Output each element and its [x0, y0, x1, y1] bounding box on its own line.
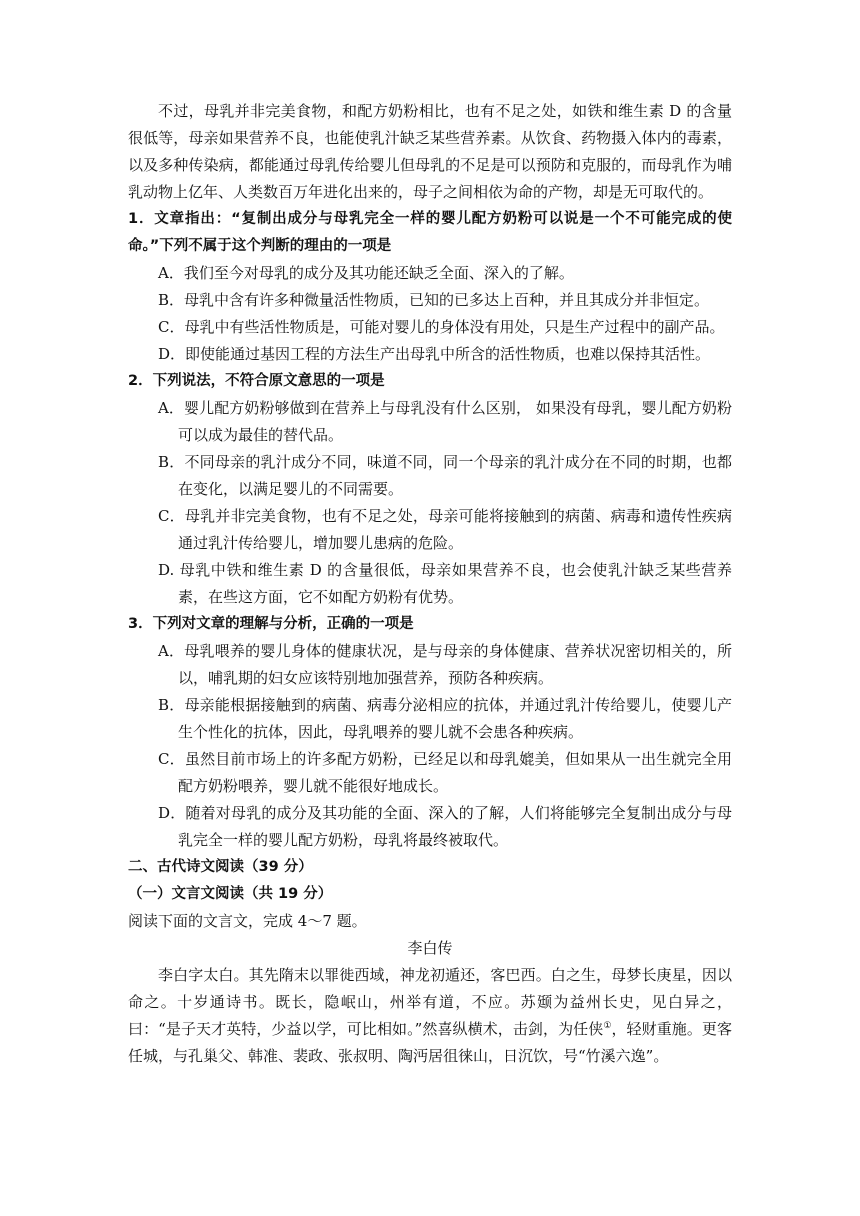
classical-text-paragraph [128, 962, 732, 1070]
page-content [128, 98, 732, 1070]
question-3-option-a: A．母乳喂养的婴儿身体的健康状况，是与母亲的身体健康、营养状况密切相关的，所以，哺乳期的妇女应该特别地加强营养，预防各种疾病。 [158, 642, 732, 687]
question-2-option-d: D. 母乳中铁和维生素 D 的含量很低，母亲如果营养不良，也会使乳汁缺乏某些营养素，在些这方面，它不如配方奶粉有优势。 [158, 561, 732, 606]
classical-text-part-2: ，轻财重施。更客任城，与孔巢父、韩准、裴政、张叔明、陶沔居徂徕山，日沉饮，号“竹溪六逸”。 [128, 1020, 732, 1065]
reading-instruction: 阅读下面的文言文，完成 4～7 题。 [128, 912, 367, 930]
classical-text-title: 李白传 [407, 939, 453, 957]
footnote-marker: ① [603, 1021, 612, 1031]
subsection-heading: （一）文言文阅读（共 19 分） [128, 886, 333, 902]
question-1-option-b: B．母乳中含有许多种微量活性物质，已知的已多达上百种，并且其成分并非恒定。 [158, 291, 710, 309]
question-3-stem: 3．下列对文章的理解与分析，正确的一项是 [128, 616, 414, 632]
question-1-option-a: A．我们至今对母乳的成分及其功能还缺乏全面、深入的了解。 [158, 264, 574, 282]
passage-paragraph: 不过，母乳并非完美食物，和配方奶粉相比，也有不足之处，如铁和维生素 D 的含量很低等，母亲如果营养不良，也能使乳汁缺乏某些营养素。从饮食、药物摄入体内的毒素，以及多种传染病，都能通过母乳传给婴儿但母乳的不足是可以预防和克服的，而母乳作为哺乳动物上亿年、人类数百万年进化出来的，母子之间相依为命的产物，却是无可取代的。 [128, 102, 732, 201]
question-2-option-b: B．不同母亲的乳汁成分不同，味道不同，同一个母亲的乳汁成分在不同的时期，也都在变化，以满足婴儿的不同需要。 [158, 453, 732, 498]
question-1-option-d: D．即使能通过基因工程的方法生产出母乳中所含的活性物质，也难以保持其活性。 [158, 345, 711, 363]
question-2-stem: 2．下列说法，不符合原文意思的一项是 [128, 373, 385, 389]
question-2-option-a: A．婴儿配方奶粉够做到在营养上与母乳没有什么区别， 如果没有母乳，婴儿配方奶粉可以成为最佳的替代品。 [158, 399, 732, 444]
classical-text-part-1: 李白字太白。其先隋末以罪徙西域，神龙初遁还，客巴西。白之生，母梦长庚星，因以命之。十岁通诗书。既长，隐岷山，州举有道，不应。苏颋为益州长史，见白异之，曰：“是子天才英特，少益以学，可比相如。”然喜纵横术，击剑，为任侠 [128, 966, 732, 1038]
section-heading: 二、古代诗文阅读（39 分） [128, 859, 313, 875]
question-3-option-c: C．虽然目前市场上的许多配方奶粉，已经足以和母乳媲美，但如果从一出生就完全用配方奶粉喂养，婴儿就不能很好地成长。 [158, 750, 732, 795]
question-3-option-b: B．母亲能根据接触到的病菌、病毒分泌相应的抗体，并通过乳汁传给婴儿，使婴儿产生个性化的抗体，因此，母乳喂养的婴儿就不会患各种疾病。 [158, 696, 732, 741]
question-2-option-c: C．母乳并非完美食物，也有不足之处，母亲可能将接触到的病菌、病毒和遗传性疾病通过乳汁传给婴儿，增加婴儿患病的危险。 [158, 507, 732, 552]
question-3-option-d: D．随着对母乳的成分及其功能的全面、深入的了解，人们将能够完全复制出成分与母乳完全一样的婴儿配方奶粉，母乳将最终被取代。 [158, 804, 732, 849]
question-1-option-c: C．母乳中有些活性物质是，可能对婴儿的身体没有用处，只是生产过程中的副产品。 [158, 318, 725, 336]
question-1-stem: 1．文章指出：“复制出成分与母乳完全一样的婴儿配方奶粉可以说是一个不可能完成的使命。”下列不属于这个判断的理由的一项是 [128, 211, 732, 254]
